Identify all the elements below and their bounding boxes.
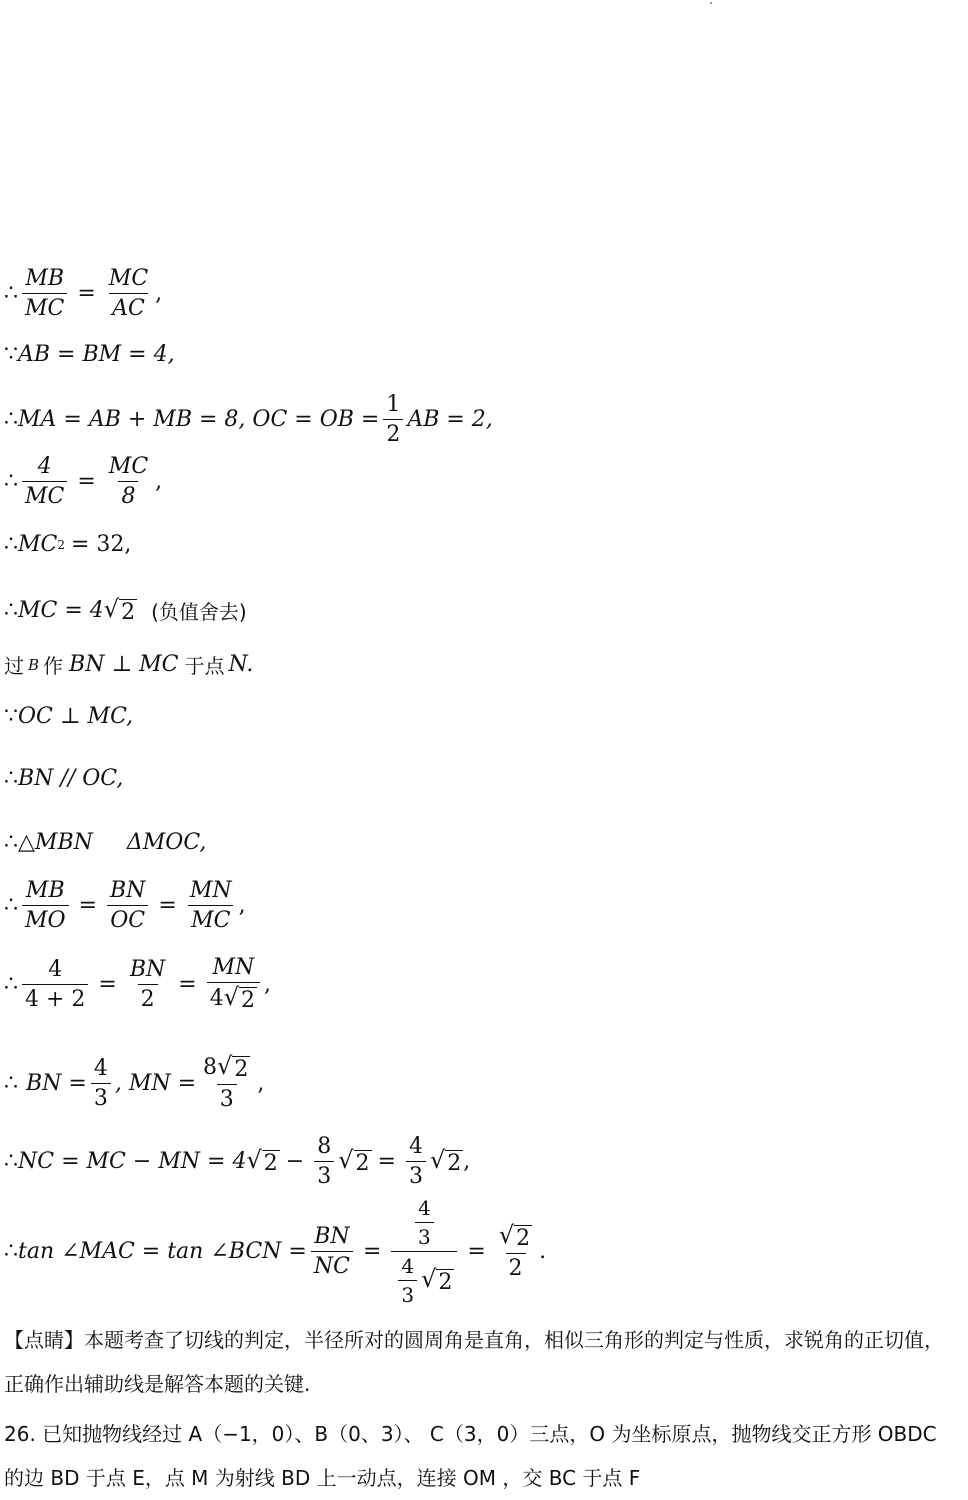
eq-line-14: ∴ NC = MC − MN = 4 √ 2 − $\frac{8}{3}$ √ 2 = $\frac{4}{3}$ √ 2 , (4, 1134, 471, 1189)
fraction: $\frac{1}{2}$ (383, 392, 403, 447)
therefore-symbol: ∴ (4, 281, 18, 306)
sqrt: √ 2 (103, 594, 136, 625)
fraction: 8 √ 2 3 (203, 1052, 249, 1112)
complex-fraction: $\frac{4}{3}$ $\frac{4}{3}$ √ 2 (391, 1196, 457, 1307)
eq-line-10: ∴ △MBN ΔMOC, (4, 830, 207, 855)
eq-line-7: 过 B 作 BN ⊥ MC 于点 N. (4, 652, 254, 678)
eq-line-13: ∴ BN = $\frac{4}{3}$ , MN = 8 √ 2 3 , (4, 1052, 265, 1112)
eq-line-3: ∴ MA = AB + MB = 8, OC = OB = $\frac{1}{2}$ AB = 2, (4, 392, 493, 447)
fraction: $\frac{BN}{NC}$ (311, 1224, 353, 1279)
scan-dot (710, 2, 712, 4)
fraction: $\frac{4}{MC}$ (22, 454, 67, 509)
fraction: MN 4 √ 2 (207, 955, 260, 1013)
eq-line-5: ∴ MC 2 = 32, (4, 532, 132, 557)
equation: AB = BM = 4, (18, 342, 175, 367)
eq-line-11: ∴ $\frac{MB}{MO}$ = $\frac{BN}{OC}$ = $\frac{MN}{MC}$ , (4, 878, 246, 933)
fraction: $\frac{MN}{MC}$ (189, 878, 232, 933)
eq-line-15: ∴ tan ∠MAC = tan ∠BCN = $\frac{BN}{NC}$ = $\frac{4}{3}$ $\frac{4}{3}$ √ 2 = √ 2 2 . (4, 1196, 547, 1307)
fraction: √ 2 2 (498, 1220, 531, 1281)
eq-line-2: ∵ AB = BM = 4, (4, 342, 175, 367)
eq-line-4: ∴ $\frac{4}{MC}$ = $\frac{MC}{8}$ , (4, 454, 163, 509)
fraction: $\frac{4}{3}$ (406, 1134, 426, 1189)
eq-line-6: ∴ MC = 4 √ 2 (负值舍去) (4, 594, 247, 625)
fraction: $\frac{4}{3}$ (91, 1056, 111, 1111)
fraction: $\frac{4}{4 + 2}$ (22, 957, 88, 1012)
fraction: $\frac{MB}{MC}$ (22, 266, 67, 321)
eq-line-9: ∴ BN // OC, (4, 766, 124, 791)
fraction: $\frac{BN}{2}$ (129, 956, 166, 1012)
eq-line-8: ∵ OC ⊥ MC, (4, 704, 134, 729)
fraction: $\frac{8}{3}$ (314, 1134, 334, 1189)
eq-line-12: ∴ $\frac{4}{4 + 2}$ = $\frac{BN}{2}$ = MN 4 √ 2 , (4, 955, 272, 1013)
eq-line-1: ∴ $\frac{MB}{MC}$ = $\frac{MC}{AC}$ , (4, 266, 163, 321)
comment-paragraph: 【点睛】本题考查了切线的判定，半径所对的圆周角是直角，相似三角形的判定与性质，求锐角的正切值，正确作出辅助线是解答本题的关键. (4, 1328, 944, 1396)
fraction: $\frac{MC}{8}$ (108, 454, 149, 509)
fraction: $\frac{MB}{MO}$ (22, 878, 69, 933)
fraction: $\frac{BN}{OC}$ (107, 878, 148, 933)
question-26: 26. 已知抛物线经过 A（−1，0）、B（0、3）、 C（3，0）三点，O 为坐标原点，抛物线交正方形 OBDC 的边 BD 于点 E，点 M 为射线 BD 上一动点，连接 OM ，交 BC 于点 F (4, 1422, 937, 1490)
fraction: $\frac{MC}{AC}$ (108, 266, 149, 321)
